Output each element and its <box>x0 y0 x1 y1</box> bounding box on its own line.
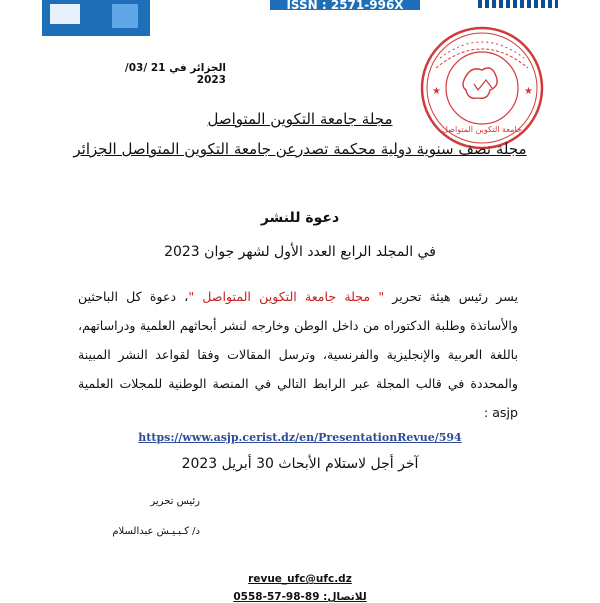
svg-text:★: ★ <box>432 86 441 97</box>
body-rest: ، دعوة كل الباحثين والأساتذة وطلبة الدكتوراه من داخل الوطن وخارجه لنشر أبحاثهم العلمية ودراساتهم، باللغة العربية والإنجليزية والفرنسية، وترسل المقالات وفقا لقواعد النشر المبينة والمحددة في قالب المجلة عبر الرابط التالي في المنصة الوطنية للمجلات العلمية asjp : <box>78 289 518 420</box>
issue-line: في المجلد الرابع العدد الأول لشهر جوان 2023 <box>164 244 436 260</box>
journal-cover-thumbnail <box>42 0 150 36</box>
call-heading: دعوة للنشر <box>260 210 340 226</box>
contact-email[interactable]: revue_ufc@ufc.dz <box>248 573 352 585</box>
official-stamp <box>418 24 546 152</box>
letter-date: الجزائر في 21 /03/ 2023 <box>124 62 226 86</box>
issn-banner: ISSN : 2571-996X <box>270 0 420 10</box>
invitation-paragraph <box>78 282 518 427</box>
journal-name-quote: " مجلة جامعة التكوين المتواصل " <box>188 289 385 304</box>
journal-description: مجلة نصف سنوية دولية محكمة تصدرعن جامعة التكوين المتواصل الجزائر <box>73 140 527 158</box>
contact-phone: للاتصال: 89-98-57-0558 <box>233 591 367 603</box>
header-stripe <box>478 0 558 8</box>
cover-panel <box>112 4 138 28</box>
journal-title: مجلة جامعة التكوين المتواصل <box>207 110 393 128</box>
deadline-line: آخر أجل لاستلام الأبحاث 30 أبريل 2023 <box>181 456 419 472</box>
stamp-text: جامعة التكوين المتواصل <box>442 125 522 134</box>
svg-text:★: ★ <box>524 86 533 97</box>
cover-panel <box>50 4 80 24</box>
signature-name: د/ كـبـيـش عبدالسلام <box>112 526 200 537</box>
signature-title: رئيس تحرير <box>150 496 200 507</box>
submission-link[interactable]: https://www.asjp.cerist.dz/en/PresentationRevue/594 <box>138 431 462 444</box>
body-intro: يسر رئيس هيئة تحرير <box>384 289 518 304</box>
